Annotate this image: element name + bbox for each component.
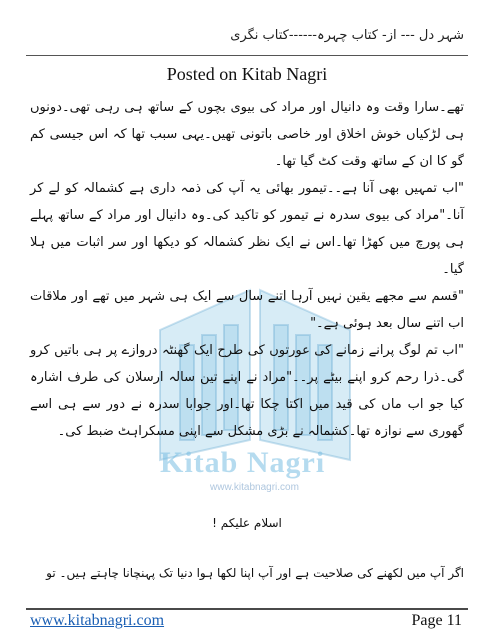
footer-divider <box>26 608 468 610</box>
greeting-line: اسلام علیکم ! <box>212 516 282 530</box>
running-header: شہر دل --- از- کتاب چہرہ------کتاب نگری <box>230 28 464 43</box>
posted-on-banner: Posted on Kitab Nagri <box>166 64 328 84</box>
watermark-brand: Kitab Nagri <box>160 446 326 479</box>
story-body <box>30 94 464 445</box>
promo-line: اگر آپ میں لکھنے کی صلاحیت ہے اور آپ اپنا لکھا ہوا دنیا تک پہنچانا چاہتے ہیں۔ تو <box>46 566 464 580</box>
paragraph: "اب تمہیں بھی آنا ہے۔۔تیمور بھائی یہ آپ کی ذمہ داری ہے کشمالہ کو لے کر آنا۔"مراد کی بیوی سدرہ نے تیمور کو تاکید کی۔وہ دانیال اور مراد کے ساتھ پہلے ہی پورچ میں کھڑا تھا۔اس نے ایک نظر کشمالہ کو دیکھا اور سر اثبات میں ہلا گیا۔ <box>30 181 464 277</box>
footer-site-link[interactable]: www.kitabnagri.com <box>30 612 165 629</box>
paragraph: "قسم سے مجھے یقین نہیں آرہا اتنے سال سے ایک ہی شہر میں تھے اور ملاقات اب اتنے سال بعد ہوئی ہے۔" <box>30 289 464 331</box>
paragraph: تھے۔سارا وقت وہ دانیال اور مراد کی بیوی بچوں کے ساتھ ہی رہی تھی۔دونوں ہی لڑکیاں خوش اخلاق اور خاصی باتونی تھیں۔یہی سبب تھا کہ اس جیسی کم گو کا ان کے ساتھ وقت کٹ گیا تھا۔ <box>30 100 464 169</box>
page-number: Page 11 <box>411 612 462 629</box>
watermark-url: www.kitabnagri.com <box>210 482 299 493</box>
header-divider <box>26 55 468 56</box>
paragraph: "اب تم لوگ پرانے زمانے کی عورتوں کی طرح ایک گھنٹہ دروازے پر ہی باتیں کرو گی۔ذرا رحم کرو اپنے بیٹے پر۔۔"مراد نے اپنے تین سالہ ارسلان کی طرف اشارہ کیا جو اب ماں کی قید میں اکتا چکا تھا۔اور جوابا سدرہ نے دور سے ہی اسے گھوری سے نوازہ تھا۔کشمالہ نے بڑی مشکل سے اپنی مسکراہٹ ضبط کی۔ <box>30 343 464 439</box>
